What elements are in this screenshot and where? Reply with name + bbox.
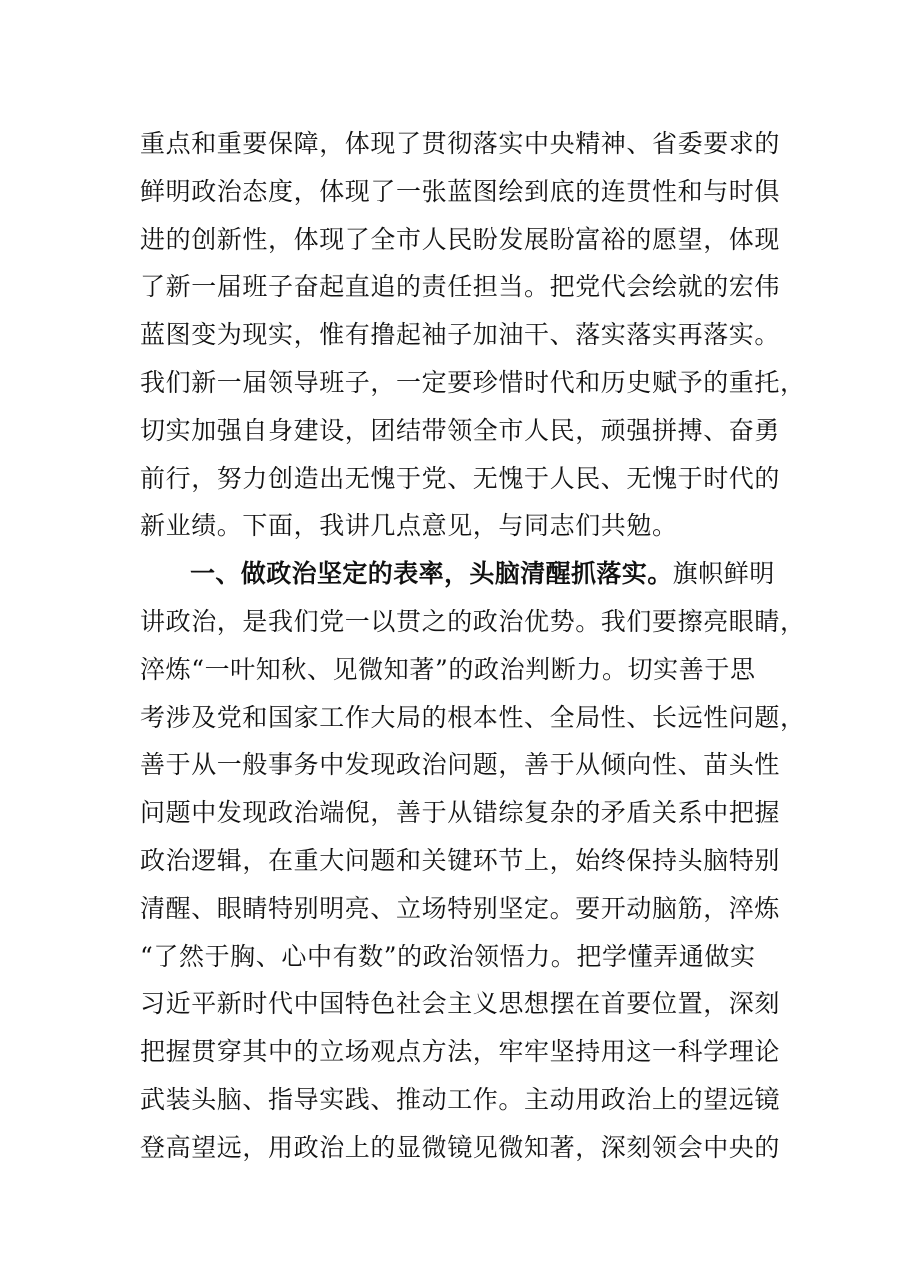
paragraph-line: “了然于胸、心中有数”的政治领悟力。把学懂弄通做实 [140,941,756,971]
section-heading: 一、做政治坚定的表率，头脑清醒抓落实。 [190,559,673,589]
paragraph-line: 切实加强自身建设，团结带领全市人民，顽强拼搏、奋勇 [140,415,781,445]
paragraph-line: 鲜明政治态度，体现了一张蓝图绘到底的连贯性和与时俱 [140,176,781,206]
paragraph-line: 习近平新时代中国特色社会主义思想摆在首要位置，深刻 [140,989,781,1019]
paragraph-line: 蓝图变为现实，惟有撸起袖子加油干、落实落实再落实。 [140,320,781,350]
paragraph-line: 我们新一届领导班子，一定要珍惜时代和历史赋予的重托， [140,367,806,397]
paragraph-line: 把握贯穿其中的立场观点方法，牢牢坚持用这一科学理论 [140,1037,781,1067]
paragraph-line: 新业绩。下面，我讲几点意见，与同志们共勉。 [140,511,678,541]
document-body [140,120,806,1172]
paragraph-line: 武装头脑、指导实践、推动工作。主动用政治上的望远镜 [140,1084,781,1114]
paragraph-line: 政治逻辑，在重大问题和关键环节上，始终保持头脑特别 [140,845,781,875]
paragraph-line: 了新一届班子奋起直追的责任担当。把党代会绘就的宏伟 [140,272,781,302]
paragraph-line: 讲政治，是我们党一以贯之的政治优势。我们要擦亮眼睛， [140,606,806,636]
section-heading-line [140,550,780,598]
paragraph-line: 考涉及党和国家工作大局的根本性、全局性、长远性问题， [140,702,806,732]
paragraph-line: 登高望远，用政治上的显微镜见微知著，深刻领会中央的 [140,1132,781,1162]
section-heading-continuation: 旗帜鲜明 [672,559,776,589]
paragraph-line: 进的创新性，体现了全市人民盼发展盼富裕的愿望，体现 [140,224,781,254]
paragraph-line: 前行，努力创造出无愧于党、无愧于人民、无愧于时代的 [140,463,781,493]
paragraph-line: 淬炼“一叶知秋、见微知著”的政治判断力。切实善于思 [140,654,756,684]
paragraph-line: 问题中发现政治端倪，善于从错综复杂的矛盾关系中把握 [140,798,781,828]
paragraph-line: 善于从一般事务中发现政治问题，善于从倾向性、苗头性 [140,750,781,780]
paragraph-line: 清醒、眼睛特别明亮、立场特别坚定。要开动脑筋，淬炼 [140,893,781,923]
paragraph-line: 重点和重要保障，体现了贯彻落实中央精神、省委要求的 [140,129,781,158]
